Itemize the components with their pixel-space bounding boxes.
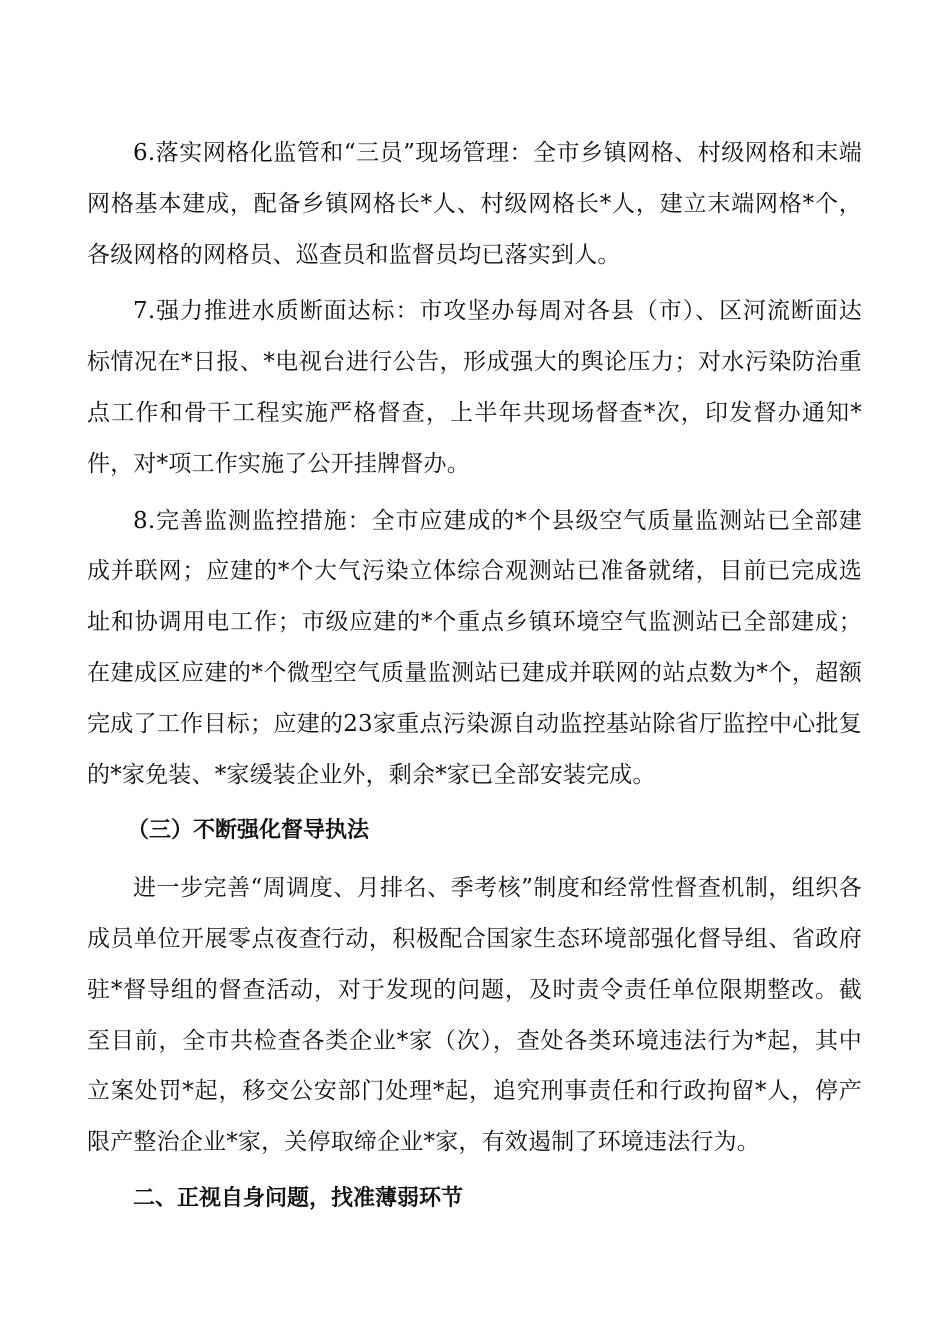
paragraph-water-quality: 7.强力推进水质断面达标：市攻坚办每周对各县（市）、区河流断面达标情况在*日报、*电视台进行公告，形成强大的舆论压力；对水污染防治重点工作和骨干工程实施严格督查，上半年共现场督查*次，印发督办通知*件，对*项工作实施了公开挂牌督办。 (87, 298, 862, 477)
section-heading: 二、正视自身问题，找准薄弱环节 (133, 1185, 464, 1211)
paragraph-monitoring: 8.完善监测监控措施：全市应建成的*个县级空气质量监测站已全部建成并联网；应建的*个大气污染立体综合观测站已准备就绪，目前已完成选址和协调用电工作；市级应建的*个重点乡镇环境空气监测站已全部建成；在建成区应建的*个微型空气质量监测站已建成并联网的站点数为*个，超额完成了工作目标；应建的23家重点污染源自动监控基站除省厅监控中心批复的*家免装、*家缓装企业外，剩余*家已全部安装完成。 (87, 507, 862, 788)
paragraph-grid-management: 6.落实网格化监管和“三员”现场管理：全市乡镇网格、村级网格和末端网格基本建成，配备乡镇网格长*人、村级网格长*人，建立末端网格*个，各级网格的网格员、巡查员和监督员均已落实到人。 (87, 140, 862, 268)
document-body (87, 128, 862, 1225)
paragraph-enforcement: 进一步完善“周调度、月排名、季考核”制度和经常性督查机制，组织各成员单位开展零点夜查行动，积极配合国家生态环境部强化督导组、省政府驻*督导组的督查活动，对于发现的问题，及时责令责任单位限期整改。截至目前，全市共检查各类企业*家（次），查处各类环境违法行为*起，其中立案处罚*起，移交公安部门处理*起，追究刑事责任和行政拘留*人，停产限产整治企业*家，关停取缔企业*家，有效遏制了环境违法行为。 (87, 875, 862, 1156)
subheading-enforcement: （三）不断强化督导执法 (127, 818, 370, 844)
